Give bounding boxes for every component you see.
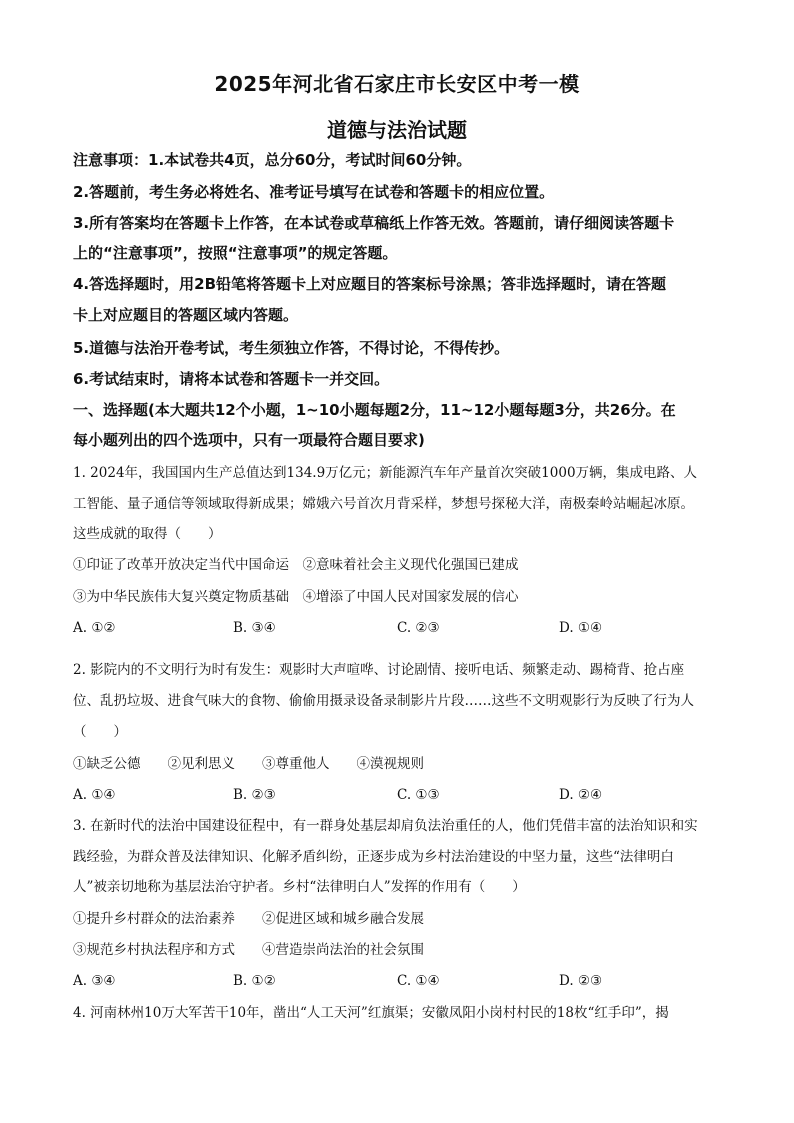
note-line: 上的“注意事项”，按照“注意事项”的规定答题。 [73, 244, 398, 262]
note-line: 卡上对应题目的答题区域内答题。 [73, 306, 299, 324]
option-b: B. ①② [233, 973, 276, 989]
option-d: D. ②③ [559, 973, 603, 989]
section-heading: 每小题列出的四个选项中，只有一项最符合题目要求) [73, 431, 425, 449]
question-1-text: 1. 2024年，我国国内生产总值达到134.9万亿元；新能源汽车年产量首次突破1000万辆，集成电路、人 [73, 465, 698, 481]
note-line: 4.答选择题时，用2B铅笔将答题卡上对应题目的答案标号涂黑；答非选择题时，请在答题 [73, 275, 667, 293]
question-3-text: 人”被亲切地称为基层法治守护者。乡村“法律明白人”发挥的作用有（ ） [73, 879, 526, 895]
note-line: 注意事项：1.本试卷共4页，总分60分，考试时间60分钟。 [73, 151, 472, 169]
question-3-text: 践经验，为群众普及法律知识、化解矛盾纠纷，正逐步成为乡村法治建设的中坚力量，这些“法律明白 [73, 849, 674, 865]
question-1-text: 这些成就的取得（ ） [73, 526, 222, 542]
question-3-statement: ①提升乡村群众的法治素养 ②促进区域和城乡融合发展 [73, 911, 424, 927]
option-b: B. ②③ [233, 787, 276, 803]
question-4-text: 4. 河南林州10万大军苦干10年，凿出“人工天河”红旗渠；安徽凤阳小岗村村民的18枚“红手印”，揭 [73, 1005, 669, 1021]
option-b: B. ③④ [233, 620, 276, 636]
question-3-statement: ③规范乡村执法程序和方式 ④营造崇尚法治的社会氛围 [73, 942, 424, 958]
note-line: 2.答题前，考生务必将姓名、准考证号填写在试卷和答题卡的相应位置。 [73, 183, 555, 201]
option-d: D. ①④ [559, 620, 603, 636]
note-line: 3.所有答案均在答题卡上作答，在本试卷或草稿纸上作答无效。答题前，请仔细阅读答题卡 [73, 214, 675, 232]
option-c: C. ①③ [397, 787, 440, 803]
question-3-text: 3. 在新时代的法治中国建设征程中，有一群身处基层却肩负法治重任的人，他们凭借丰富的法治知识和实 [73, 818, 698, 834]
question-1-statement: ③为中华民族伟大复兴奠定物质基础 ④增添了中国人民对国家发展的信心 [73, 589, 519, 605]
question-2-text: （ ） [73, 724, 127, 740]
question-2-text: 位、乱扔垃圾、进食气味大的食物、偷偷用摄录设备录制影片片段……这些不文明观影行为反映了行为人 [73, 693, 694, 709]
exam-title: 2025年河北省石家庄市长安区中考一模 [214, 72, 580, 96]
option-d: D. ②④ [559, 787, 603, 803]
option-c: C. ②③ [397, 620, 440, 636]
exam-subtitle: 道德与法治试题 [327, 118, 467, 142]
section-heading: 一、选择题(本大题共12个小题，1~10小题每题2分，11~12小题每题3分，共26分。在 [73, 401, 676, 419]
option-a: A. ①② [73, 620, 116, 636]
question-2-text: 2. 影院内的不文明行为时有发生：观影时大声喧哗、讨论剧情、接听电话、频繁走动、踢椅背、抢占座 [73, 662, 685, 678]
note-line: 5.道德与法治开卷考试，考生须独立作答，不得讨论，不得传抄。 [73, 339, 510, 357]
option-a: A. ①④ [73, 787, 116, 803]
option-c: C. ①④ [397, 973, 440, 989]
note-line: 6.考试结束时，请将本试卷和答题卡一并交回。 [73, 370, 390, 388]
question-1-text: 工智能、量子通信等领域取得新成果；嫦娥六号首次月背采样，梦想号探秘大洋，南极秦岭站崛起冰原。 [73, 496, 694, 512]
question-2-statement: ①缺乏公德 ②见利思义 ③尊重他人 ④漠视规则 [73, 756, 424, 772]
option-a: A. ③④ [73, 973, 116, 989]
question-1-statement: ①印证了改革开放决定当代中国命运 ②意味着社会主义现代化强国已建成 [73, 557, 519, 573]
